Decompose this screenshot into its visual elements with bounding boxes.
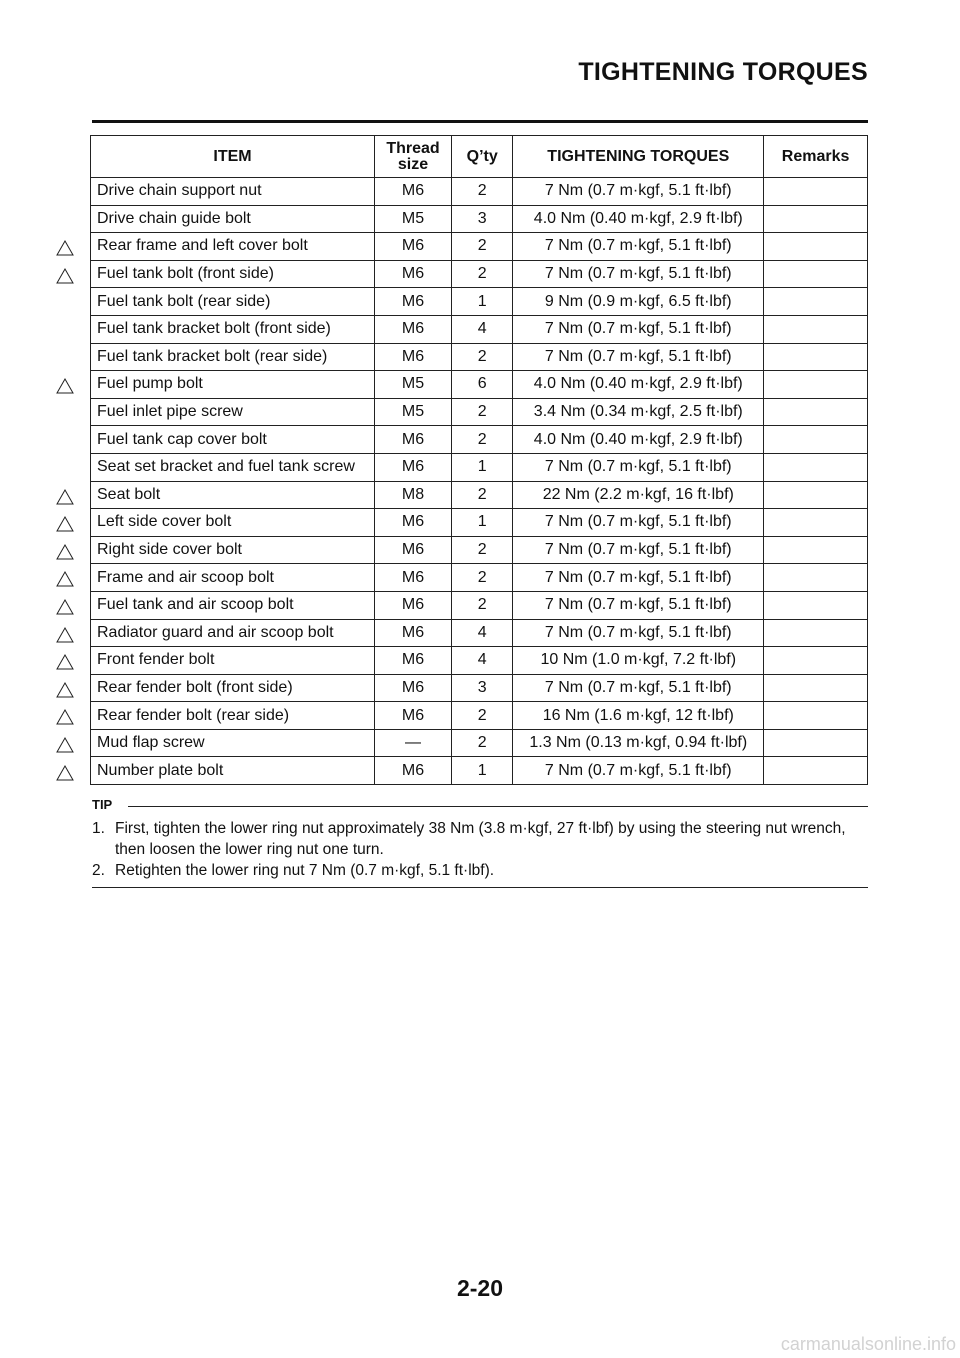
row-item: Right side cover bolt xyxy=(91,536,375,564)
triangle-outline-icon xyxy=(56,765,74,781)
watermark: carmanualsonline.info xyxy=(780,1334,956,1354)
row-remarks xyxy=(764,564,868,592)
row-thread-size: M8 xyxy=(375,481,452,509)
row-qty: 2 xyxy=(452,481,513,509)
row-remarks xyxy=(764,453,868,481)
row-item: Fuel inlet pipe screw xyxy=(91,398,375,426)
table-header-row xyxy=(91,136,868,178)
row-remarks xyxy=(764,288,868,316)
row-thread-size: M6 xyxy=(375,591,452,619)
row-qty: 3 xyxy=(452,674,513,702)
row-qty: 2 xyxy=(452,178,513,206)
table-row xyxy=(91,426,868,454)
row-item: Fuel tank bolt (rear side) xyxy=(91,288,375,316)
row-qty: 2 xyxy=(452,591,513,619)
row-torque: 7 Nm (0.7 m·kgf, 5.1 ft·lbf) xyxy=(513,343,764,371)
row-thread-size: M5 xyxy=(375,398,452,426)
row-qty: 2 xyxy=(452,536,513,564)
row-remarks xyxy=(764,702,868,730)
torque-table xyxy=(90,135,868,785)
table-row xyxy=(91,674,868,702)
row-item: Fuel tank and air scoop bolt xyxy=(91,591,375,619)
table-body xyxy=(91,178,868,785)
row-item: Front fender bolt xyxy=(91,647,375,675)
row-torque: 9 Nm (0.9 m·kgf, 6.5 ft·lbf) xyxy=(513,288,764,316)
tip-item-text: First, tighten the lower ring nut approximately 38 Nm (3.8 m·kgf, 27 ft·lbf) by using the steering nut wrench, then loosen the lower ring nut one turn. xyxy=(115,820,846,858)
row-qty: 4 xyxy=(452,619,513,647)
row-torque: 4.0 Nm (0.40 m·kgf, 2.9 ft·lbf) xyxy=(513,426,764,454)
row-qty: 2 xyxy=(452,398,513,426)
triangle-outline-icon xyxy=(56,489,74,505)
row-thread-size: M6 xyxy=(375,757,452,785)
row-thread-size: M6 xyxy=(375,426,452,454)
table-row xyxy=(91,453,868,481)
row-item: Radiator guard and air scoop bolt xyxy=(91,619,375,647)
row-item: Fuel tank bolt (front side) xyxy=(91,260,375,288)
column-header-torque: TIGHTENING TORQUES xyxy=(513,136,764,178)
row-remarks xyxy=(764,343,868,371)
row-remarks xyxy=(764,729,868,757)
triangle-outline-icon xyxy=(56,627,74,643)
row-item: Mud flap screw xyxy=(91,729,375,757)
row-thread-size: M6 xyxy=(375,619,452,647)
table-row xyxy=(91,315,868,343)
tip-divider-bottom xyxy=(92,887,868,888)
row-qty: 2 xyxy=(452,702,513,730)
triangle-outline-icon xyxy=(56,544,74,560)
table-row xyxy=(91,619,868,647)
row-item: Seat bolt xyxy=(91,481,375,509)
row-thread-size: M6 xyxy=(375,564,452,592)
row-remarks xyxy=(764,481,868,509)
row-remarks xyxy=(764,178,868,206)
row-torque: 7 Nm (0.7 m·kgf, 5.1 ft·lbf) xyxy=(513,509,764,537)
page-title: TIGHTENING TORQUES xyxy=(578,58,868,86)
row-torque: 7 Nm (0.7 m·kgf, 5.1 ft·lbf) xyxy=(513,178,764,206)
triangle-outline-icon xyxy=(56,571,74,587)
table-row xyxy=(91,398,868,426)
row-remarks xyxy=(764,205,868,233)
table-row xyxy=(91,729,868,757)
triangle-outline-icon xyxy=(56,240,74,256)
row-torque: 7 Nm (0.7 m·kgf, 5.1 ft·lbf) xyxy=(513,674,764,702)
column-header-thread-size: Thread size xyxy=(375,136,452,178)
row-torque: 1.3 Nm (0.13 m·kgf, 0.94 ft·lbf) xyxy=(513,729,764,757)
triangle-outline-icon xyxy=(56,682,74,698)
triangle-outline-icon xyxy=(56,268,74,284)
table-row xyxy=(91,591,868,619)
row-item: Number plate bolt xyxy=(91,757,375,785)
row-torque: 7 Nm (0.7 m·kgf, 5.1 ft·lbf) xyxy=(513,757,764,785)
row-remarks xyxy=(764,591,868,619)
table-row xyxy=(91,536,868,564)
row-qty: 2 xyxy=(452,564,513,592)
row-thread-size: M6 xyxy=(375,536,452,564)
table-row xyxy=(91,288,868,316)
row-torque: 7 Nm (0.7 m·kgf, 5.1 ft·lbf) xyxy=(513,536,764,564)
row-remarks xyxy=(764,536,868,564)
row-torque: 4.0 Nm (0.40 m·kgf, 2.9 ft·lbf) xyxy=(513,371,764,399)
row-qty: 6 xyxy=(452,371,513,399)
tip-item-number: 1. xyxy=(92,820,105,837)
tip-item xyxy=(92,860,868,881)
table-row xyxy=(91,233,868,261)
row-remarks xyxy=(764,260,868,288)
row-remarks xyxy=(764,426,868,454)
row-thread-size: M6 xyxy=(375,343,452,371)
row-torque: 7 Nm (0.7 m·kgf, 5.1 ft·lbf) xyxy=(513,591,764,619)
row-thread-size: M6 xyxy=(375,674,452,702)
row-torque: 7 Nm (0.7 m·kgf, 5.1 ft·lbf) xyxy=(513,619,764,647)
row-torque: 22 Nm (2.2 m·kgf, 16 ft·lbf) xyxy=(513,481,764,509)
row-torque: 7 Nm (0.7 m·kgf, 5.1 ft·lbf) xyxy=(513,233,764,261)
tip-label: TIP xyxy=(92,797,113,812)
row-remarks xyxy=(764,398,868,426)
row-qty: 2 xyxy=(452,729,513,757)
row-item: Drive chain guide bolt xyxy=(91,205,375,233)
row-torque: 16 Nm (1.6 m·kgf, 12 ft·lbf) xyxy=(513,702,764,730)
table-row xyxy=(91,260,868,288)
row-thread-size: M5 xyxy=(375,371,452,399)
row-qty: 3 xyxy=(452,205,513,233)
table-row xyxy=(91,564,868,592)
table-row xyxy=(91,702,868,730)
table-row xyxy=(91,178,868,206)
row-torque: 7 Nm (0.7 m·kgf, 5.1 ft·lbf) xyxy=(513,315,764,343)
row-remarks xyxy=(764,233,868,261)
row-item: Frame and air scoop bolt xyxy=(91,564,375,592)
table-row xyxy=(91,205,868,233)
row-remarks xyxy=(764,757,868,785)
row-thread-size: M6 xyxy=(375,178,452,206)
triangle-outline-icon xyxy=(56,516,74,532)
triangle-outline-icon xyxy=(56,654,74,670)
row-thread-size: M5 xyxy=(375,205,452,233)
row-torque: 4.0 Nm (0.40 m·kgf, 2.9 ft·lbf) xyxy=(513,205,764,233)
column-header-item: ITEM xyxy=(91,136,375,178)
table-row xyxy=(91,509,868,537)
row-torque: 7 Nm (0.7 m·kgf, 5.1 ft·lbf) xyxy=(513,564,764,592)
table-row xyxy=(91,647,868,675)
row-qty: 4 xyxy=(452,647,513,675)
tip-item-number: 2. xyxy=(92,862,105,879)
row-thread-size: M6 xyxy=(375,453,452,481)
row-thread-size: M6 xyxy=(375,288,452,316)
row-thread-size: M6 xyxy=(375,260,452,288)
triangle-outline-icon xyxy=(56,709,74,725)
row-qty: 1 xyxy=(452,453,513,481)
table-row xyxy=(91,343,868,371)
row-qty: 2 xyxy=(452,343,513,371)
row-item: Left side cover bolt xyxy=(91,509,375,537)
row-remarks xyxy=(764,371,868,399)
row-remarks xyxy=(764,619,868,647)
row-torque: 10 Nm (1.0 m·kgf, 7.2 ft·lbf) xyxy=(513,647,764,675)
row-item: Fuel tank bracket bolt (front side) xyxy=(91,315,375,343)
row-item: Rear fender bolt (rear side) xyxy=(91,702,375,730)
column-header-remarks: Remarks xyxy=(764,136,868,178)
row-qty: 2 xyxy=(452,233,513,261)
row-item: Rear frame and left cover bolt xyxy=(91,233,375,261)
row-qty: 2 xyxy=(452,260,513,288)
tip-list xyxy=(92,818,868,881)
triangle-outline-icon xyxy=(56,737,74,753)
row-remarks xyxy=(764,647,868,675)
row-item: Fuel tank bracket bolt (rear side) xyxy=(91,343,375,371)
row-qty: 1 xyxy=(452,757,513,785)
tip-divider-top xyxy=(128,806,868,807)
title-divider xyxy=(92,120,868,123)
row-thread-size: M6 xyxy=(375,509,452,537)
column-header-qty: Q’ty xyxy=(452,136,513,178)
tip-item xyxy=(92,818,868,860)
tip-item-text: Retighten the lower ring nut 7 Nm (0.7 m·kgf, 5.1 ft·lbf). xyxy=(115,862,495,879)
row-remarks xyxy=(764,674,868,702)
row-torque: 7 Nm (0.7 m·kgf, 5.1 ft·lbf) xyxy=(513,453,764,481)
row-thread-size: — xyxy=(375,729,452,757)
row-item: Fuel pump bolt xyxy=(91,371,375,399)
row-thread-size: M6 xyxy=(375,233,452,261)
row-remarks xyxy=(764,315,868,343)
row-qty: 2 xyxy=(452,426,513,454)
table-row xyxy=(91,757,868,785)
row-thread-size: M6 xyxy=(375,702,452,730)
row-qty: 1 xyxy=(452,288,513,316)
row-torque: 7 Nm (0.7 m·kgf, 5.1 ft·lbf) xyxy=(513,260,764,288)
row-qty: 1 xyxy=(452,509,513,537)
row-thread-size: M6 xyxy=(375,315,452,343)
table-row xyxy=(91,481,868,509)
table-row xyxy=(91,371,868,399)
page-number: 2-20 xyxy=(456,1275,504,1301)
row-item: Rear fender bolt (front side) xyxy=(91,674,375,702)
row-item: Drive chain support nut xyxy=(91,178,375,206)
row-item: Fuel tank cap cover bolt xyxy=(91,426,375,454)
row-item: Seat set bracket and fuel tank screw xyxy=(91,453,375,481)
triangle-outline-icon xyxy=(56,599,74,615)
row-qty: 4 xyxy=(452,315,513,343)
row-thread-size: M6 xyxy=(375,647,452,675)
triangle-outline-icon xyxy=(56,378,74,394)
row-torque: 3.4 Nm (0.34 m·kgf, 2.5 ft·lbf) xyxy=(513,398,764,426)
row-remarks xyxy=(764,509,868,537)
